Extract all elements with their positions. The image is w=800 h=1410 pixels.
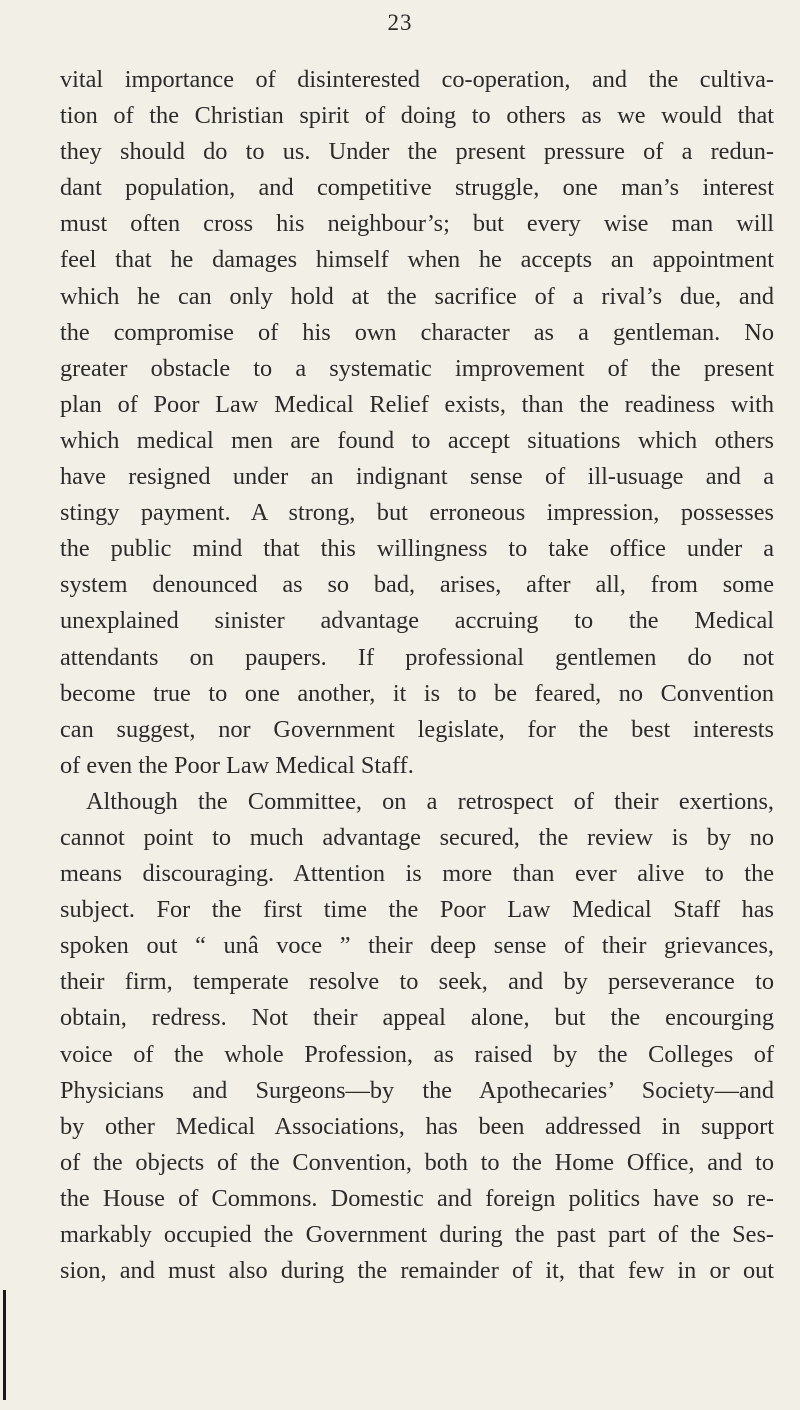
text-line: plan of Poor Law Medical Relief exists, than the readiness with — [60, 390, 774, 418]
text-line: greater obstacle to a systematic improvement of the present — [60, 354, 774, 382]
text-line: must often cross his neighbour’s; but every wise man will — [60, 210, 774, 238]
text-line: voice of the whole Profession, as raised by the Colleges of — [60, 1040, 774, 1068]
text-line: vital importance of disinterested co-operation, and the cultiva- — [60, 66, 774, 93]
text-line: their firm, temperate resolve to seek, and by perseverance to — [60, 968, 774, 996]
text-line: system denounced as so bad, arises, after all, from some — [60, 571, 774, 599]
text-line: subject. For the first time the Poor Law Medical Staff has — [60, 896, 774, 924]
text-line: dant population, and competitive struggle, one man’s interest — [60, 174, 774, 202]
text-line: markably occupied the Government during the past part of the Ses- — [60, 1221, 774, 1248]
text-line: attendants on paupers. If professional gentlemen do not — [60, 643, 774, 671]
text-line: stingy payment. A strong, but erroneous impression, possesses — [60, 499, 774, 527]
text-line: the public mind that this willingness to take office under a — [60, 535, 774, 563]
text-line: sion, and must also during the remainder of it, that few in or out — [60, 1257, 774, 1285]
page-number: 23 — [387, 10, 413, 35]
text-line: unexplained sinister advantage accruing to the Medical — [60, 607, 774, 635]
text-line: spoken out “ unâ voce ” their deep sense of their grievances, — [60, 932, 774, 960]
text-line: Physicians and Surgeons—by the Apothecaries’ Society—and — [60, 1076, 774, 1104]
text-line: become true to one another, it is to be feared, no Convention — [60, 679, 774, 707]
text-line: the House of Commons. Domestic and foreign politics have so re- — [60, 1184, 774, 1212]
text-line: feel that he damages himself when he accepts an appointment — [60, 246, 774, 274]
text-line: which medical men are found to accept situations which others — [60, 426, 774, 454]
text-line: obtain, redress. Not their appeal alone, but the encourging — [60, 1004, 774, 1032]
text-line: means discouraging. Attention is more than ever alive to the — [60, 860, 774, 888]
text-line: Although the Committee, on a retrospect of their exertions, — [86, 787, 774, 815]
text-line: they should do to us. Under the present pressure of a redun- — [60, 138, 774, 166]
text-line: of the objects of the Convention, both to the Home Office, and to — [60, 1148, 774, 1176]
text-line: have resigned under an indignant sense of ill-usuage and a — [60, 463, 774, 491]
text-line: of even the Poor Law Medical Staff. — [60, 751, 414, 779]
text-line: by other Medical Associations, has been addressed in support — [60, 1112, 774, 1140]
text-line: can suggest, nor Government legislate, for the best interests — [60, 715, 774, 743]
text-line: the compromise of his own character as a gentleman. No — [60, 318, 774, 346]
binding-edge-mark — [3, 1290, 6, 1400]
text-line: which he can only hold at the sacrifice of a rival’s due, and — [60, 282, 774, 310]
body-text — [60, 62, 774, 1289]
text-line: cannot point to much advantage secured, the review is by no — [60, 823, 774, 851]
text-line: tion of the Christian spirit of doing to others as we would that — [60, 102, 774, 130]
